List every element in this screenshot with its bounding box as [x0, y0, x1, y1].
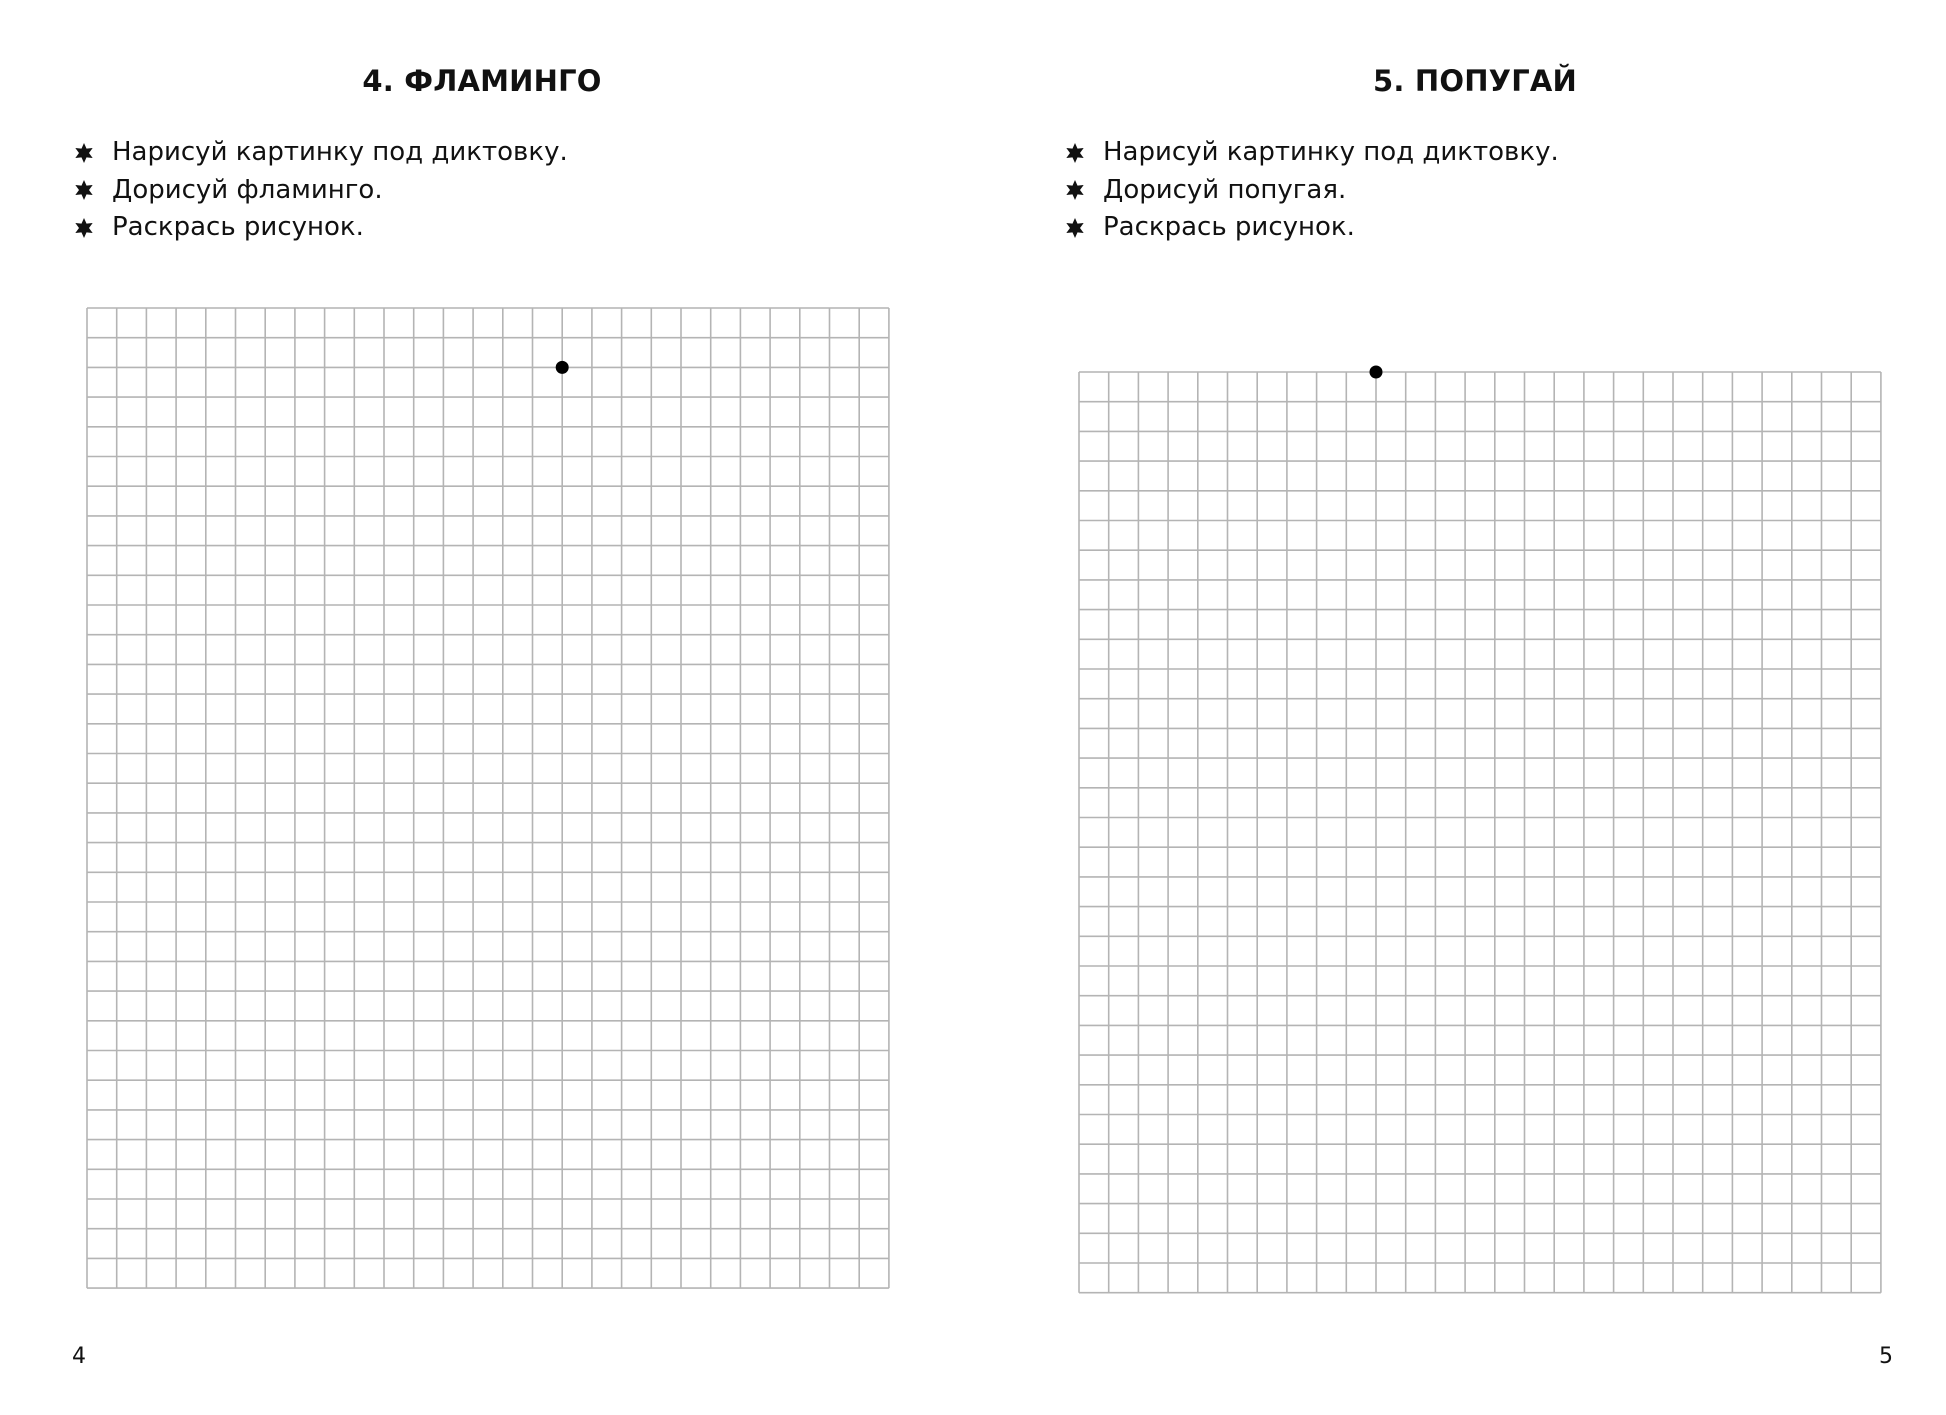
instruction-text: Дорисуй фламинго. [112, 174, 383, 205]
six-point-star-icon [73, 142, 95, 164]
start-dot-icon [1370, 366, 1383, 379]
grid-lines [1079, 372, 1881, 1293]
drawing-grid[interactable] [86, 307, 890, 1290]
page-number: 5 [1879, 1344, 1893, 1369]
instruction-text: Нарисуй картинку под диктовку. [1103, 137, 1559, 167]
six-point-star-icon [1064, 179, 1086, 201]
page-number: 4 [72, 1344, 86, 1369]
instruction-list [1064, 134, 1559, 247]
instruction-text: Раскрась рисунок. [1103, 212, 1355, 242]
instruction-text: Дорисуй попугая. [1103, 174, 1347, 205]
instruction-text: Раскрась рисунок. [112, 212, 364, 242]
six-point-star-icon [1064, 217, 1086, 239]
instruction-item [1064, 134, 1559, 172]
start-dot-icon [556, 361, 569, 374]
instruction-item [73, 172, 568, 210]
instruction-item [1064, 209, 1559, 247]
drawing-grid[interactable] [1078, 371, 1882, 1294]
worksheet-title: 4. ФЛАМИНГО [362, 64, 602, 98]
worksheet-title: 5. ПОПУГАЙ [1372, 64, 1578, 98]
instruction-text: Нарисуй картинку под диктовку. [112, 137, 568, 167]
grid-lines [87, 308, 889, 1288]
page-5 [973, 0, 1946, 1415]
six-point-star-icon [73, 179, 95, 201]
six-point-star-icon [73, 217, 95, 239]
six-point-star-icon [1064, 142, 1086, 164]
instruction-item [73, 209, 568, 247]
instruction-list [73, 134, 568, 247]
instruction-item [1064, 172, 1559, 210]
instruction-item [73, 134, 568, 172]
